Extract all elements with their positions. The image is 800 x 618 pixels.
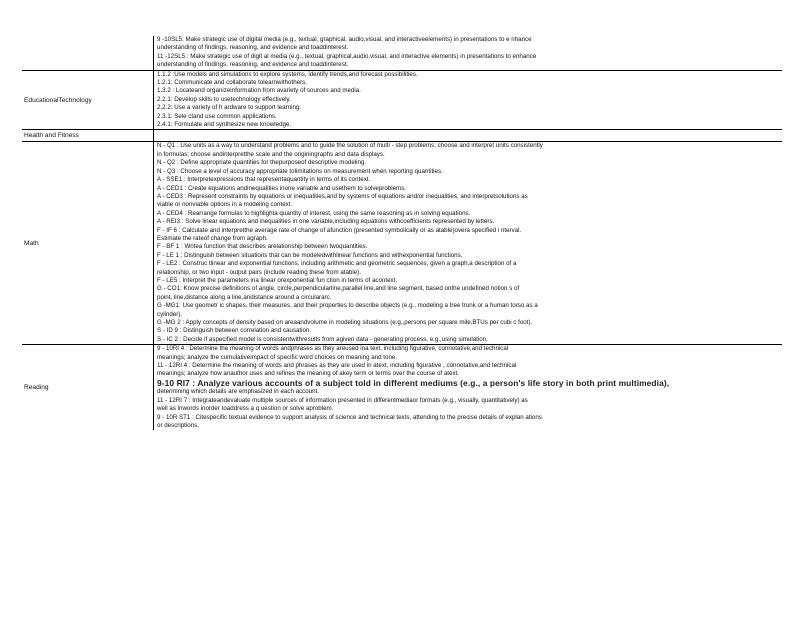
- standard-line: N - Q3 : Choose a level of accuracy appropriate tolimitations on measurement when reporting quantities.: [157, 167, 443, 175]
- standard-line: F - IF 6 : Calculate and interpretthe average rate of change of afunction (presented symbolically or as atable)overa specified i nterval.: [157, 226, 522, 234]
- standard-line: A - REI3 : Solve linear equations and inequalities in one variable,including equations withcoefficients represented by letters.: [157, 218, 495, 226]
- standard-line: A - SSE1 : Interpretexpressions that representaquantity in terms of its context.: [157, 176, 371, 184]
- standard-line: S - IC 2 : Decide if aspecified model is consistentwithresults from agiven data - generating process, e.g.,using simulation.: [157, 335, 488, 343]
- standards-cell: [154, 36, 783, 70]
- standard-line: viable or nonviable options in a modeling context.: [157, 201, 293, 209]
- standards-cell: [154, 130, 783, 142]
- standard-line: 9 - 10R ST1 : Citespecific textual evidence to support analysis of science and technical texts, attending to the precise details of explan ations: [157, 413, 542, 421]
- subject-cell: EducationalTechnology: [22, 70, 154, 130]
- standard-line: A - CED4 : Rearrange formulas to highlighta quantity of interest, using the same reasoning as in solving equations.: [157, 209, 471, 217]
- standard-line: meanings; analyze how anauthor uses and refines the meaning of akey term or terms over the course of atext.: [157, 370, 459, 378]
- standard-line: 2.2.1: Develop skills to usetechnology effectively.: [157, 95, 291, 103]
- standards-cell: [154, 70, 783, 130]
- standard-line: G - CO1: Know precise definitions of angle, circle,perpendicularline,parallel line,and line segment, based onthe undefined notion s of: [157, 285, 520, 293]
- standard-line: A - CED3 : Represent constraints by equations or inequalities,and by systems of equations and/or inequalities, and interpretsolutions as: [157, 192, 528, 200]
- standard-line: 2.4.1: Formulate and synthesize new knowledge.: [157, 121, 292, 129]
- table-row: [22, 130, 782, 142]
- standard-line: 1.1.2 :Use models and simulations to explore systems, identify trends,and forecast possibilities.: [157, 70, 418, 78]
- subject-cell: [22, 36, 154, 70]
- table-row: [22, 142, 782, 345]
- standard-line: A - CED1 : Create equations andinequalities inone variable and usethem to solveproblems.: [157, 184, 407, 192]
- standards-document: [22, 36, 782, 430]
- standard-line: 1.2.1: Communicate and collaborate tolearnwithothers.: [157, 79, 307, 87]
- table-row: [22, 345, 782, 431]
- standard-line: relationship, or two input - output pairs (include reading these from atable).: [157, 268, 361, 276]
- standard-line: 2.3.1: Sele ctand use common applications.: [157, 112, 277, 120]
- standard-line: 1.3.2 : Locateand organizeinformation from avariety of sources and media.: [157, 87, 361, 95]
- standard-line: F - BF 1 : Writea function that describes arelationship between twoquantities.: [157, 243, 368, 251]
- standard-line: [157, 130, 782, 141]
- standard-line: understanding of findings, reasoning, and evidence and toaddinterest.: [157, 44, 349, 52]
- standards-cell: [154, 142, 783, 345]
- standard-line: understanding of findings, reasoning, and evidence and toaddinterest.: [157, 61, 349, 69]
- standard-line: N - Q2 : Define appropriate quantities for thepurposeof descriptive modeling.: [157, 159, 367, 167]
- standard-line: cylinder).: [157, 310, 183, 318]
- standard-line: 11 -12SL5 : Make strategic use of digit al media (e.g., textual, graphical,audio,visual, and interactive elements) in presentations to enhance: [157, 52, 537, 60]
- standard-line: F - LE 1 : Distinguish between situations that can be modeledwithlinear functions and withexponential functions.: [157, 251, 463, 259]
- standard-line: or descriptions.: [157, 422, 199, 430]
- standard-line: determining which details are emphasized in each account.: [157, 388, 319, 396]
- standards-cell: [154, 345, 783, 431]
- standard-line: 9 - 10RI 4 : Determine the meaning of words andphrases as they areused ina text, including figurative, connotative,and technical: [157, 345, 509, 353]
- standard-line: 11 - 12RI 7 : Integrateandevaluate multiple sources of information presented in differentmediaor formats (e.g., visually, quantitatively) as: [157, 396, 528, 404]
- standard-line: meanings; analyze the cumulativeimpact of specific word choices on meaning and tone.: [157, 353, 398, 361]
- standard-line: F - LE2 : Construc tlinear and exponential functions, including arithmetic and geometric sequences, given a graph,a description of a: [157, 260, 517, 268]
- standard-line: G -MG1: Use geometr ic shapes, their measures, and their properties to describe objects (e.g., modeling a tree trunk or a human torso as a: [157, 302, 538, 310]
- standard-line: G -MG 2 : Apply concepts of density based on areaandvolume in modeling situations (e.g.,persons per square mile,BTUs per cubi c foot).: [157, 319, 533, 326]
- table-row: [22, 70, 782, 130]
- table-row: [22, 36, 782, 70]
- standards-table-body: [22, 36, 782, 430]
- subject-cell: Math: [22, 142, 154, 345]
- standard-line: in formulas; choose andinterpretthe scale and the originingraphs and data displays.: [157, 150, 385, 158]
- subject-cell: Reading: [22, 345, 154, 431]
- standard-line: 2.2.2: Use a variety of h ardware to support learning.: [157, 104, 302, 112]
- standard-line: 11 - 12RI 4 : Determine the meaning of words and phrases as they are used in atext, including figurative , connotative,and technical: [157, 362, 517, 370]
- standard-line: S - ID 9 : Distinguish between correlation and causation.: [157, 327, 312, 335]
- standard-line: 9-10 RI7 : Analyze various accounts of a subject told in different mediums (e.g., a person's life story in both print multimedia),: [157, 378, 670, 388]
- standard-line: 9 -10SL5: Make strategic use of digital media (e.g., textual, graphical, audio,visual, and interactiveelements) in presentations to e nhance: [157, 36, 532, 43]
- standard-line: F - LE5 : Interpret the parameters ina linear orexponential fun ction in terms of acontext.: [157, 276, 398, 284]
- standard-line: point, line,distance along a line,andistance around a circulararc.: [157, 293, 332, 301]
- standards-table: [22, 36, 782, 430]
- standard-line: well as inwords inorder toaddress a q uestion or solve aproblem.: [157, 405, 334, 413]
- subject-cell: Health and Fitness: [22, 130, 154, 142]
- standard-line: N - Q1 : Use units as a way to understand problems and to guide the solution of multi - step problems; choose and interpret units consistently: [157, 142, 543, 150]
- standard-line: Estimate the rateof change from agraph.: [157, 234, 268, 242]
